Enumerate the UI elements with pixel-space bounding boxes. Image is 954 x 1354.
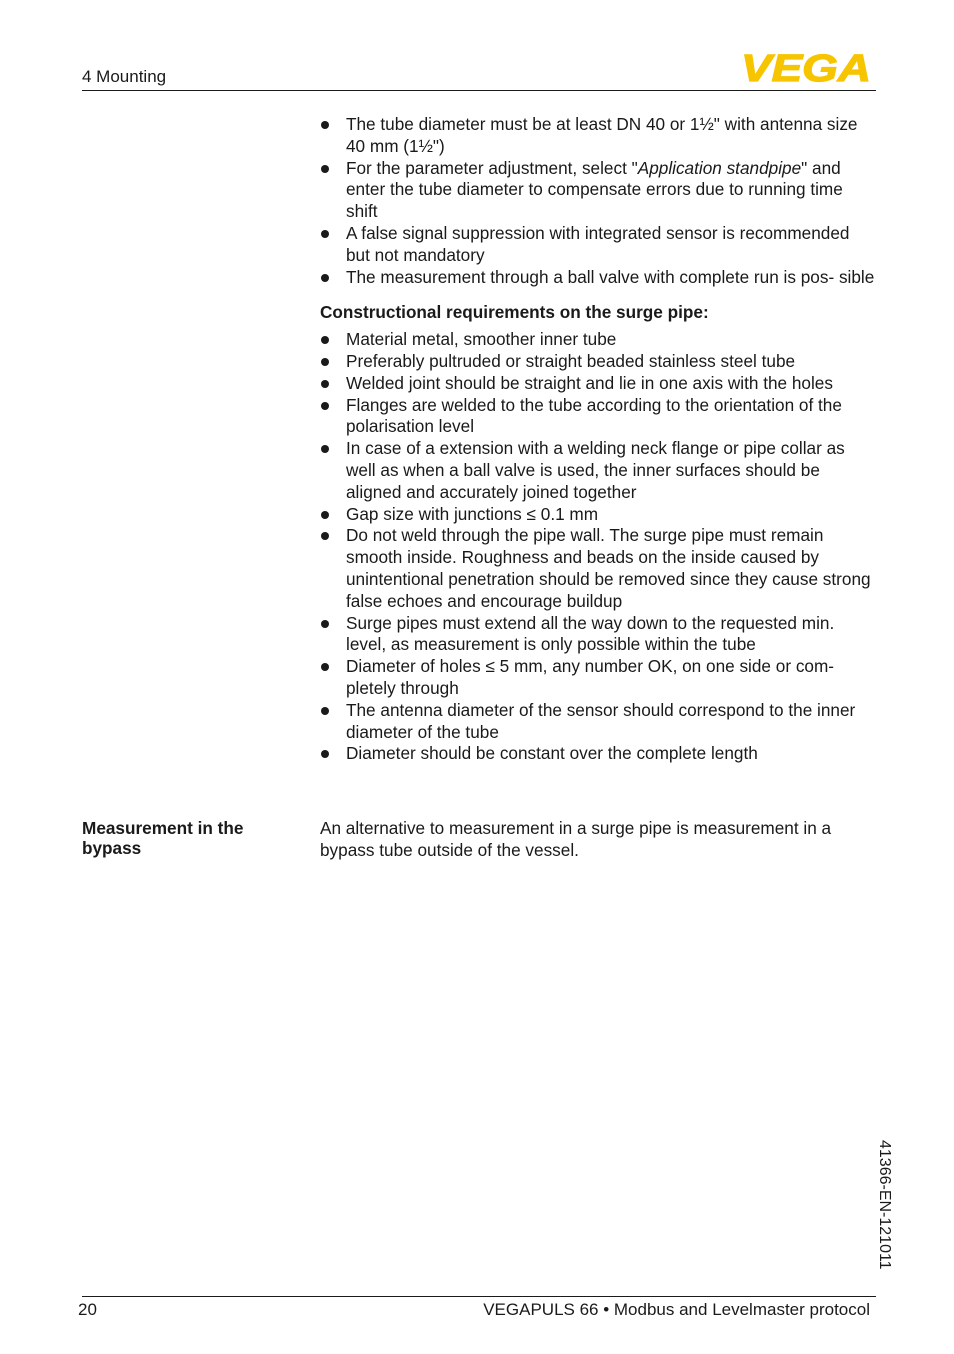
list-item [320,373,876,395]
list-item-text: Do not weld through the pipe wall. The surge pipe must remain smooth inside. Roughness and beads on the inside caused by unintentional penetration should be removed since they cause strong false echoes and encourage buildup [346,525,871,611]
bullet-icon [321,707,329,715]
list-item-text: The antenna diameter of the sensor should correspond to the inner diameter of the tube [346,699,856,742]
bullet-icon [321,402,329,410]
footer-rule [82,1296,876,1297]
list-item-text: Diameter should be constant over the complete length [346,743,758,764]
list-item-text: Preferably pultruded or straight beaded stainless steel tube [346,350,796,371]
bullet-icon [321,121,329,129]
bullet-icon [321,165,329,173]
list-item-text: Welded joint should be straight and lie in one axis with the holes [346,372,833,393]
bypass-side-label: Measurement in the bypass [82,818,244,858]
list-item [320,395,876,439]
list-item [320,743,876,765]
parameter-name: Application standpipe [637,157,802,178]
bullet-icon [321,230,329,238]
vega-logo-text: VEGA [741,50,871,84]
list-item-text: Material metal, smoother inner tube [346,329,617,350]
list-item [320,114,876,158]
list-item-text: Gap size with junctions ≤ 0.1 mm [346,503,599,524]
list-item [320,525,876,612]
list-item [320,438,876,503]
document-code: 41366-EN-121011 [876,1140,893,1270]
bypass-paragraph: An alternative to measurement in a surge pipe is measurement in a bypass tube outside of the vessel. [320,818,832,860]
list-item-text-before: For the parameter adjustment, select " [346,157,638,178]
main-content [320,114,876,765]
bullet-icon [321,336,329,344]
list-item [320,700,876,744]
list-item [320,656,876,700]
list-item-text-after: " and enter the tube diameter to compensate errors due to running time shift [346,157,843,222]
surge-pipe-heading: Constructional requirements on the surge pipe: [320,302,709,323]
list-item [320,223,876,267]
bullet-icon [321,750,329,758]
list-item-text: The tube diameter must be at least DN 40 or 1½" with antenna size 40 mm (1½") [346,114,858,156]
bullet-icon [321,358,329,366]
bullet-icon [321,380,329,388]
list-item [320,504,876,526]
footer-document-title: VEGAPULS 66 • Modbus and Levelmaster protocol [483,1300,870,1319]
bullet-icon [321,532,329,540]
surge-pipe-bullet-list [320,329,876,765]
list-item-text: In case of a extension with a welding neck flange or pipe collar as well as when a ball valve is used, the inner surfaces should be aligned and accurately joined together [346,438,845,502]
bullet-icon [321,663,329,671]
list-item [320,158,876,223]
page-number: 20 [78,1300,97,1319]
list-item [320,267,876,289]
bullet-icon [321,620,329,628]
list-item [320,613,876,657]
standpipe-bullet-list [320,114,876,288]
list-item-text: Diameter of holes ≤ 5 mm, any number OK, on one side or com- pletely through [346,656,835,698]
list-item-text: Surge pipes must extend all the way down to the requested min. level, as measurement is only possible within the tube [346,612,835,655]
list-item [320,351,876,373]
vega-logo-mark [740,50,872,84]
list-item [320,329,876,351]
bullet-icon [321,511,329,519]
header-section-title: 4 Mounting [82,67,167,86]
header-rule [82,90,876,91]
list-item-text: The measurement through a ball valve with complete run is pos- sible [346,266,875,287]
vega-logo [740,50,872,84]
bullet-icon [321,274,329,282]
list-item-text: Flanges are welded to the tube according to the orientation of the polarisation level [346,394,842,437]
bullet-icon [321,445,329,453]
list-item-text: A false signal suppression with integrated sensor is recommended but not mandatory [346,222,850,265]
